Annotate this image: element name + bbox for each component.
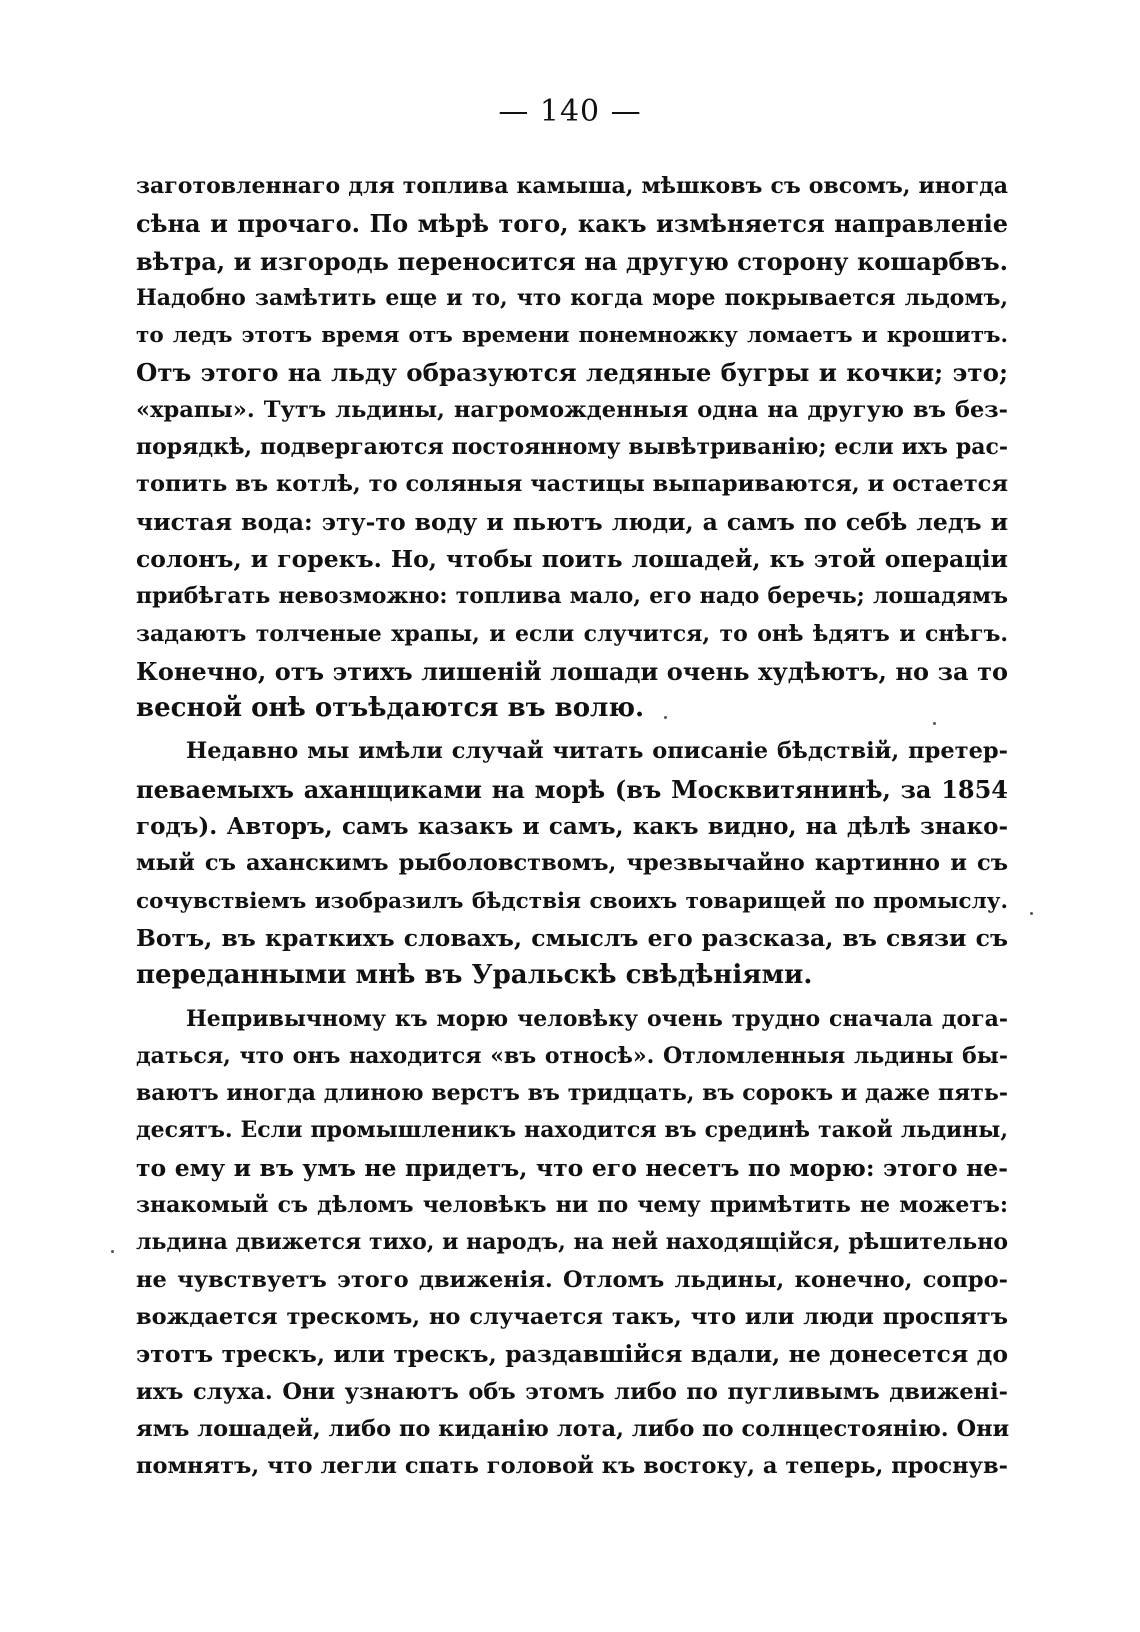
text-line: не чувствуетъ этого движенія. Отломъ льдины, конечно, сопро-: [136, 1266, 1008, 1293]
text-line: десятъ. Если промышленикъ находится въ срединѣ такой льдины,: [136, 1117, 1008, 1144]
text-line: Непривычному къ морю человѣку очень трудно сначала дога-: [186, 1005, 1008, 1032]
text-line: сѣна и прочаго. По мѣрѣ того, какъ измѣняется направленіе: [136, 209, 1008, 239]
text-line: топить въ котлѣ, то соляныя частицы выпариваются, и остается: [136, 471, 1008, 498]
text-line: то ему и въ умъ не придетъ, что его несетъ по морю: этого не-: [136, 1153, 1008, 1182]
print-speck: [664, 716, 667, 719]
text-line: чистая вода: эту-то воду и пьютъ люди, а самъ по себѣ ледъ и: [136, 507, 1008, 536]
text-line: мый съ аханскимъ рыболовствомъ, чрезвычайно картинно и съ: [136, 850, 1008, 877]
text-line: прибѣгать невозможно: топлива мало, его надо беречь; лошадямъ: [136, 583, 1008, 610]
text-line: сочувствіемъ изобразилъ бѣдствія своихъ товарищей по промыслу.: [136, 888, 1008, 914]
text-line: ваютъ иногда длиною верстъ въ тридцать, въ сорокъ и даже пять-: [136, 1080, 1008, 1107]
text-line: даться, что онъ находится «въ относѣ». Отломленныя льдины бы-: [136, 1042, 1008, 1069]
text-line: льдина движется тихо, и народъ, на ней находящійся, рѣшительно: [136, 1229, 1008, 1256]
body-text: [136, 168, 1008, 1485]
text-line: Недавно мы имѣли случай читать описаніе бѣдствій, претер-: [186, 738, 1008, 765]
page-number: — 140 —: [498, 94, 642, 129]
text-line: помнятъ, что легли спать головой къ востоку, а теперь, проснув-: [136, 1453, 1008, 1480]
text-line: Надобно замѣтить еще и то, что когда море покрывается льдомъ,: [136, 284, 1008, 311]
print-speck: [933, 722, 936, 725]
text-line: весной онѣ отъѣдаются въ волю.: [136, 693, 645, 724]
text-line: заготовленнаго для топлива камыша, мѣшковъ съ овсомъ, иногда: [136, 173, 1008, 199]
text-line: Отъ этого на льду образуются ледяные бугры и кочки; это;: [136, 358, 1008, 388]
text-line: вѣтра, и изгородь переносится на другую сторону кошарбвъ.: [136, 246, 1008, 276]
text-line: то ледъ этотъ время отъ времени понемножку ломаетъ и крошитъ.: [136, 323, 1008, 349]
text-line: Конечно, отъ этихъ лишеній лошади очень худѣютъ, но за то: [136, 656, 1008, 686]
text-line: переданными мнѣ въ Уральскѣ свѣдѣніями.: [136, 960, 813, 991]
text-line: знакомый съ дѣломъ человѣкъ ни по чему примѣтить не можетъ:: [136, 1192, 1008, 1219]
text-line: ихъ слуха. Они узнаютъ объ этомъ либо по пугливымъ движені-: [136, 1378, 1008, 1405]
text-line: Вотъ, въ краткихъ словахъ, смыслъ его разсказа, въ связи съ: [136, 923, 1008, 952]
text-line: «храпы». Тутъ льдины, нагроможденныя одна на другую въ без-: [136, 396, 1008, 423]
text-line: годъ). Авторъ, самъ казакъ и самъ, какъ видно, на дѣлѣ знако-: [136, 813, 1008, 841]
text-line: этотъ трескъ, или трескъ, раздавшійся вдали, не донесется до: [136, 1340, 1008, 1369]
text-line: ямъ лошадей, либо по киданію лота, либо по солнцестоянію. Они: [136, 1415, 1010, 1442]
text-line: вождается трескомъ, но случается такъ, что или люди проспятъ: [136, 1303, 1008, 1330]
print-speck: [111, 1250, 114, 1253]
text-line: задаютъ толченые храпы, и если случится, то онѣ ѣдятъ и снѣгъ.: [136, 620, 1008, 647]
paragraph: [136, 733, 1008, 994]
text-line: порядкѣ, подвергаются постоянному вывѣтриванію; если ихъ рас-: [136, 434, 1008, 461]
text-line: певаемыхъ аханщиками на морѣ (въ Москвитянинѣ, за 1854: [136, 774, 1008, 804]
paragraph: [136, 1001, 1008, 1486]
text-line: солонъ, и горекъ. Но, чтобы поить лошадей, къ этой операціи: [136, 544, 1008, 573]
print-speck: [1030, 912, 1033, 915]
paragraph: [136, 168, 1008, 727]
